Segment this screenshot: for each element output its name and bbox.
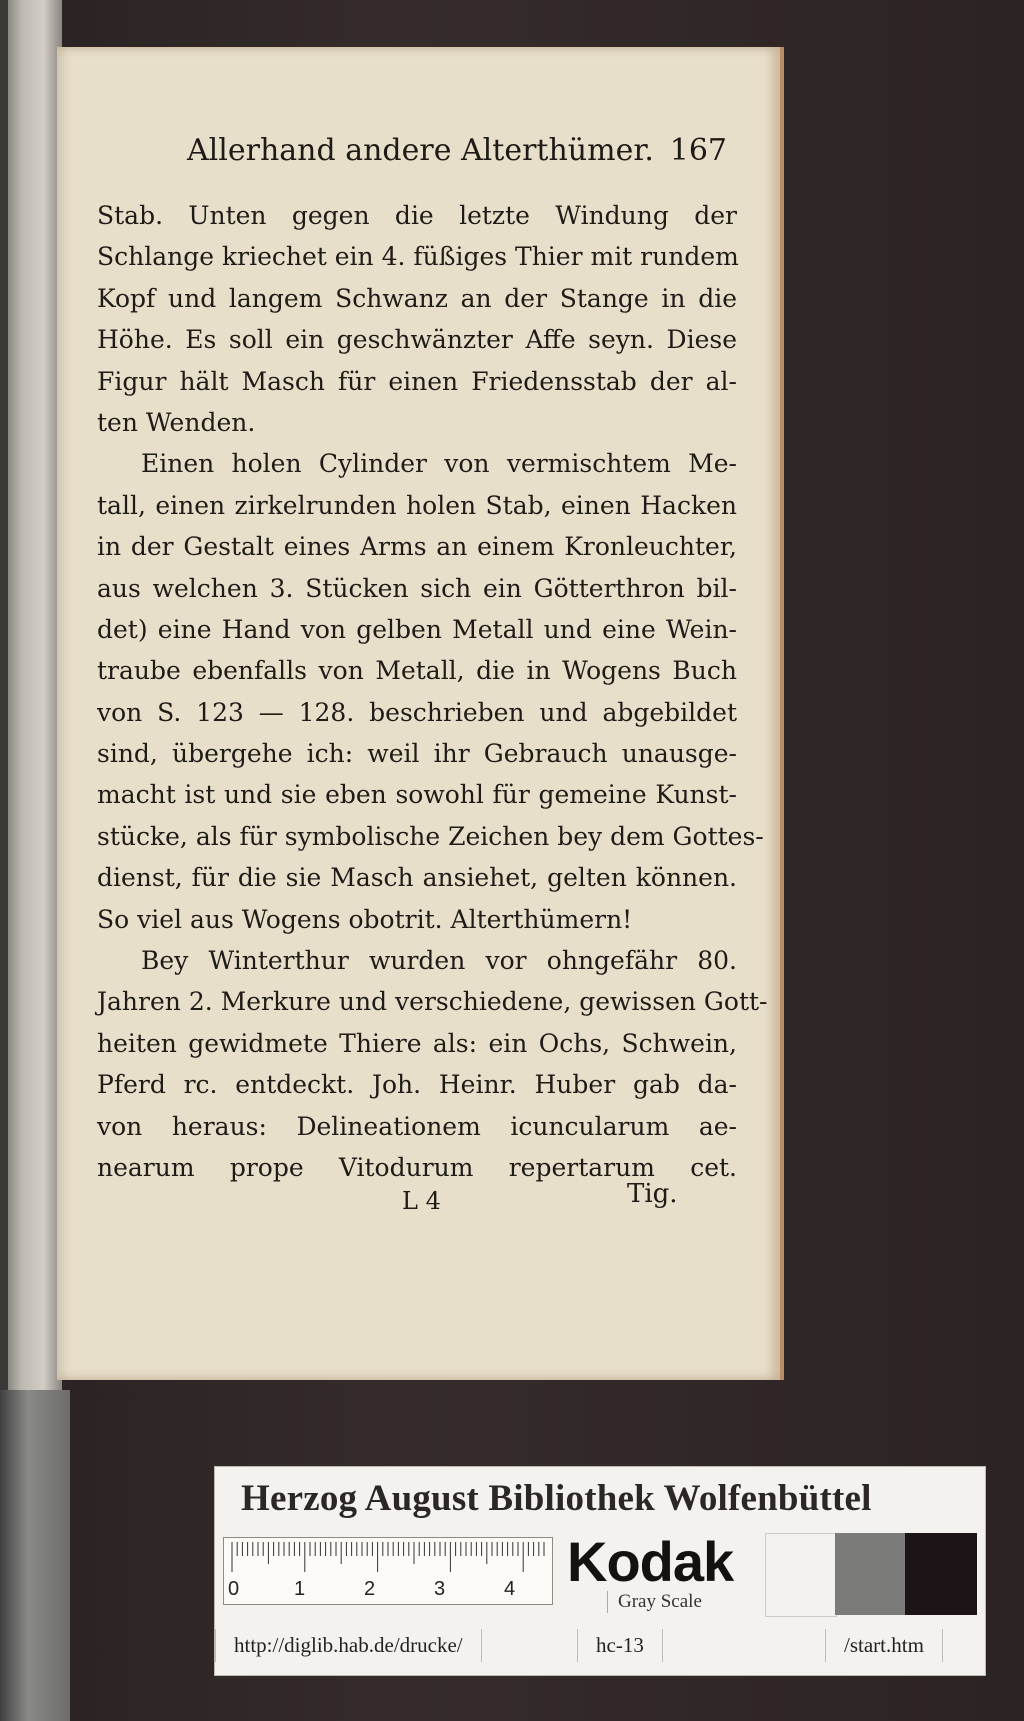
text-line: von heraus: Delineationem icuncularum ae- xyxy=(97,1111,737,1141)
text-line: Höhe. Es soll ein geschwänzter Affe seyn. Diese xyxy=(97,325,737,355)
text-line: Einen holen Cylinder von vermischtem Me- xyxy=(141,449,737,479)
text-line: Stab. Unten gegen die letzte Windung der xyxy=(97,201,737,230)
text-line: Figur hält Masch für einen Friedensstab der al- xyxy=(97,366,737,396)
page-body xyxy=(97,195,768,1188)
header-title: Allerhand andere Alterthümer. xyxy=(187,133,654,168)
text-line: von S. 123 — 128. beschrieben und abgebildet xyxy=(97,697,737,727)
text-line: Bey Winterthur wurden vor ohngefähr 80. xyxy=(141,946,737,976)
text-line: stücke, als für symbolische Zeichen bey dem Gottes- xyxy=(97,821,764,851)
book-underside xyxy=(0,1390,70,1721)
url-label: http://diglib.hab.de/drucke/ xyxy=(215,1629,482,1662)
text-line: heiten gewidmete Thiere als: ein Ochs, Schwein, xyxy=(97,1028,737,1058)
text-line: det) eine Hand von gelben Metall und eine Wein- xyxy=(97,614,737,644)
ruler-label: 4 xyxy=(504,1578,516,1600)
gray-swatch xyxy=(835,1533,905,1615)
text-line: Kopf und langem Schwanz an der Stange in die xyxy=(97,283,737,313)
ruler-label: 1 xyxy=(294,1578,306,1600)
text-line: So viel aus Wogens obotrit. Alterthümern! xyxy=(97,904,633,934)
text-line: aus welchen 3. Stücken sich ein Götterthron bil- xyxy=(97,573,737,603)
book-edge xyxy=(0,0,62,1721)
code-label: hc-13 xyxy=(577,1629,663,1662)
ruler-ticks xyxy=(224,1538,552,1578)
text-line: tall, einen zirkelrunden holen Stab, einen Hacken xyxy=(97,490,737,520)
text-line: Jahren 2. Merkure und verschiedene, gewissen Gott- xyxy=(97,987,768,1017)
signature-mark: L 4 xyxy=(402,1187,441,1215)
kodak-logo: Kodak xyxy=(567,1530,734,1593)
black-swatch xyxy=(905,1533,977,1615)
text-line: in der Gestalt eines Arms an einem Kronleuchter, xyxy=(97,532,737,562)
gray-scale-label: Gray Scale xyxy=(607,1591,702,1613)
text-line: Pferd rc. entdeckt. Joh. Heinr. Huber gab da- xyxy=(97,1070,737,1100)
text-line: Schlange kriechet ein 4. füßiges Thier mit rundem xyxy=(97,242,739,272)
catchword: Tig. xyxy=(627,1179,678,1209)
page-number: 167 xyxy=(669,133,727,168)
text-line: ten Wenden. xyxy=(97,407,256,437)
text-line: traube ebenfalls von Metall, die in Wogens Buch xyxy=(97,656,737,686)
book-page xyxy=(57,47,784,1380)
text-line: macht ist und sie eben sowohl für gemeine Kunst- xyxy=(97,780,737,810)
text-line: sind, übergehe ich: weil ihr Gebrauch unausge- xyxy=(97,739,737,769)
ruler-label: 3 xyxy=(434,1578,446,1600)
ruler-label: 0 xyxy=(228,1578,240,1600)
library-name: Herzog August Bibliothek Wolfenbüttel xyxy=(241,1478,872,1519)
running-header xyxy=(187,133,727,168)
ruler-label: 2 xyxy=(364,1578,376,1600)
start-label: /start.htm xyxy=(825,1629,943,1662)
text-line: dienst, für die sie Masch ansiehet, gelten können. xyxy=(97,863,737,893)
white-swatch xyxy=(765,1533,837,1617)
scale-ruler xyxy=(223,1537,553,1605)
color-target-card xyxy=(214,1466,986,1676)
text-line: nearum prope Vitodurum repertarum cet. xyxy=(97,1152,737,1182)
